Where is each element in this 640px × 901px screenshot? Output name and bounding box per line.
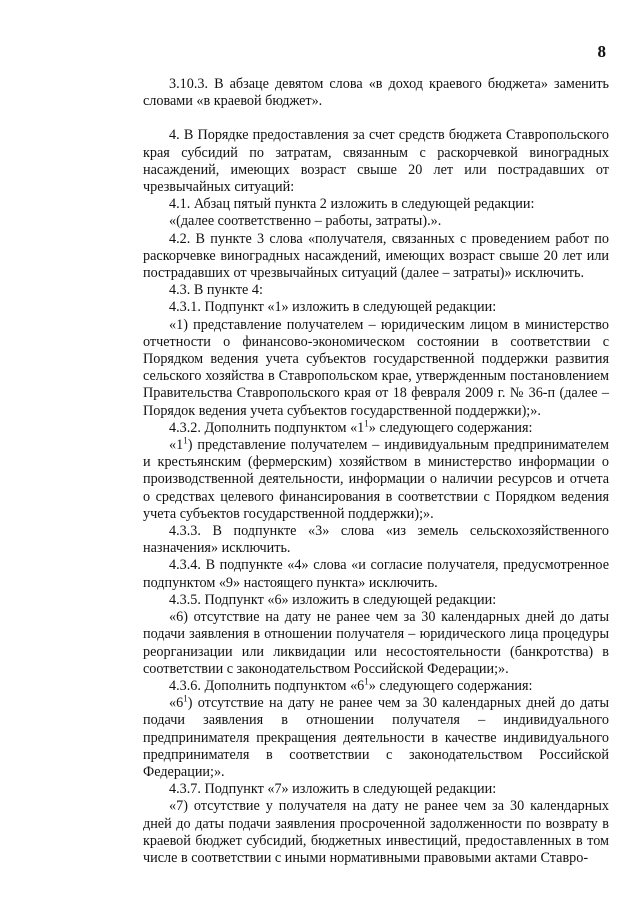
paragraph-4-3-2: 4.3.2. Дополнить подпунктом «$1^1$» следующего содержания: <box>169 418 533 436</box>
paragraph-4-2: 4.2. В пункте 3 слова «получателя, связанных с проведением работ по раскорчевке виноградных насаждений, имеющих возраст свыше 20 лет или пострадавших от чрезвычайных ситуаций (далее – затраты)» исключить. <box>143 230 609 282</box>
paragraph-4-3-6: 4.3.6. Дополнить подпунктом «$6^1$» следующего содержания: <box>169 676 533 694</box>
superscript-one: 1 <box>183 435 188 446</box>
page-number: 8 <box>597 42 606 61</box>
superscript-one: 1 <box>364 676 369 687</box>
paragraph-4-3-7-text: «7) отсутствие у получателя на дату не ранее чем за 30 календарных дней до даты подачи заявления просроченной задолженности по возврату в краевой бюджет субсидий, бюджетных инвестиций, предоставленных в том числе в соответствии с иными нормативными правовыми актами Ставро- <box>143 798 609 866</box>
paragraph-4-3: 4.3. В пункте 4: <box>169 282 263 299</box>
paragraph-4-3-3: 4.3.3. В подпункте «3» слова «из земель сельскохозяйственного назначения» исключить. <box>143 523 609 557</box>
paragraph-4-3-7: 4.3.7. Подпункт «7» изложить в следующей редакции: <box>169 781 497 798</box>
paragraph-3-10-3: 3.10.3. В абзаце девятом слова «в доход краевого бюджета» заменить словами «в краевой бюджет». <box>143 76 609 110</box>
paragraph-4-3-1: 4.3.1. Подпункт «1» изложить в следующей редакции: <box>169 299 497 316</box>
paragraph-4-3-5: 4.3.5. Подпункт «6» изложить в следующей редакции: <box>169 591 497 608</box>
paragraph-4-1: 4.1. Абзац пятый пункта 2 изложить в следующей редакции: <box>169 196 535 213</box>
superscript-one: 1 <box>183 693 188 704</box>
superscript-one: 1 <box>364 418 369 429</box>
paragraph-4-3-4: 4.3.4. В подпункте «4» слова «и согласие получателя, предусмотренное подпунктом «9» настоящего пункта» исключить. <box>143 557 609 591</box>
document-body <box>143 76 609 867</box>
paragraph-4: 4. В Порядке предоставления за счет средств бюджета Ставропольского края субсидий по затратам, связанным с раскорчевкой виноградных насаждений, имеющих возраст свыше 20 лет или пострадавших от чрезвычайных ситуаций: <box>143 127 609 196</box>
paragraph-4-3-1-text: «1) представление получателем – юридическим лицом в министерство отчетности о финансово-экономическом состоянии в соответствии с Порядком ведения учета субъектов государственной поддержки развития сельского хозяйства в Ставропольском крае, утвержденным постановлением Правительства Ставропольского края от 18 февраля 2009 г. № 36-п (далее – Порядок ведения учета субъектов государственной поддержки);». <box>143 316 609 419</box>
paragraph-4-3-5-text: «6) отсутствие на дату не ранее чем за 30 календарных дней до даты подачи заявления в отношении получателя – юридического лица процедуры реорганизации или ликвидации или несостоятельности (банкротства) в соответствии с законодательством Российской Федерации;». <box>143 609 609 677</box>
paragraph-4-1-text: «(далее соответственно – работы, затраты).». <box>169 213 442 230</box>
paragraph-gap <box>143 110 609 127</box>
paragraph-4-3-6-text: «$6^1$) отсутствие на дату не ранее чем за 30 календарных дней до даты подачи заявления в отношении получателя – индивидуального предпринимателя прекращения деятельности в качестве индивидуального предпринимателя в соответствии с законодательством Российской Федерации;». <box>143 693 609 780</box>
paragraph-4-3-2-text: «$1^1$) представление получателем – индивидуальным предпринимателем и крестьянским (фермерским) хозяйством в министерство информации о производственной деятельности, информации о наличии ресурсов и отчета о средствах целевого финансирования в соответствии с Порядком ведения учета субъектов государственной поддержки);». <box>143 435 609 522</box>
